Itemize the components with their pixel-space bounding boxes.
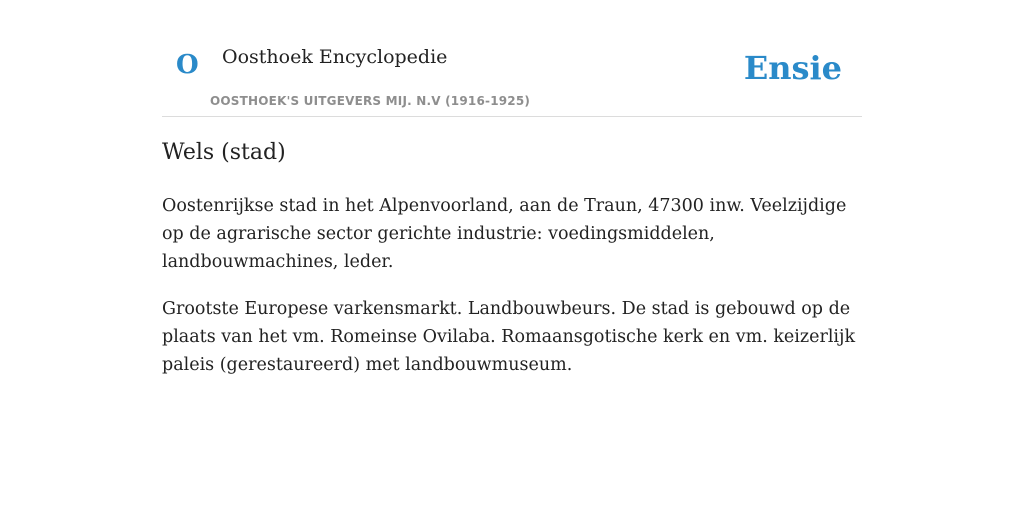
source-title-link[interactable]: Oosthoek Encyclopedie bbox=[222, 46, 448, 68]
article-body bbox=[162, 192, 862, 398]
source-header bbox=[162, 0, 862, 117]
ensie-brand-logo[interactable]: Ensie bbox=[743, 49, 842, 87]
source-logo-letter[interactable]: O bbox=[176, 50, 199, 80]
article-paragraph: Grootste Europese varkensmarkt. Landbouwbeurs. De stad is gebouwd op de plaats van het vm. Romeinse Ovilaba. Romaansgotische kerk en vm. keizerlijk paleis (gerestaureerd) met landbouwmuseum. bbox=[162, 299, 856, 375]
article-paragraph: Oostenrijkse stad in het Alpenvoorland, aan de Traun, 47300 inw. Veelzijdige op de agrarische sector gerichte industrie: voedingsmiddelen, landbouwmachines, leder. bbox=[162, 196, 847, 272]
content-column bbox=[162, 0, 862, 375]
source-publisher: OOSTHOEK'S UITGEVERS MIJ. N.V (1916-1925) bbox=[210, 94, 531, 108]
article-title: Wels (stad) bbox=[162, 140, 286, 165]
